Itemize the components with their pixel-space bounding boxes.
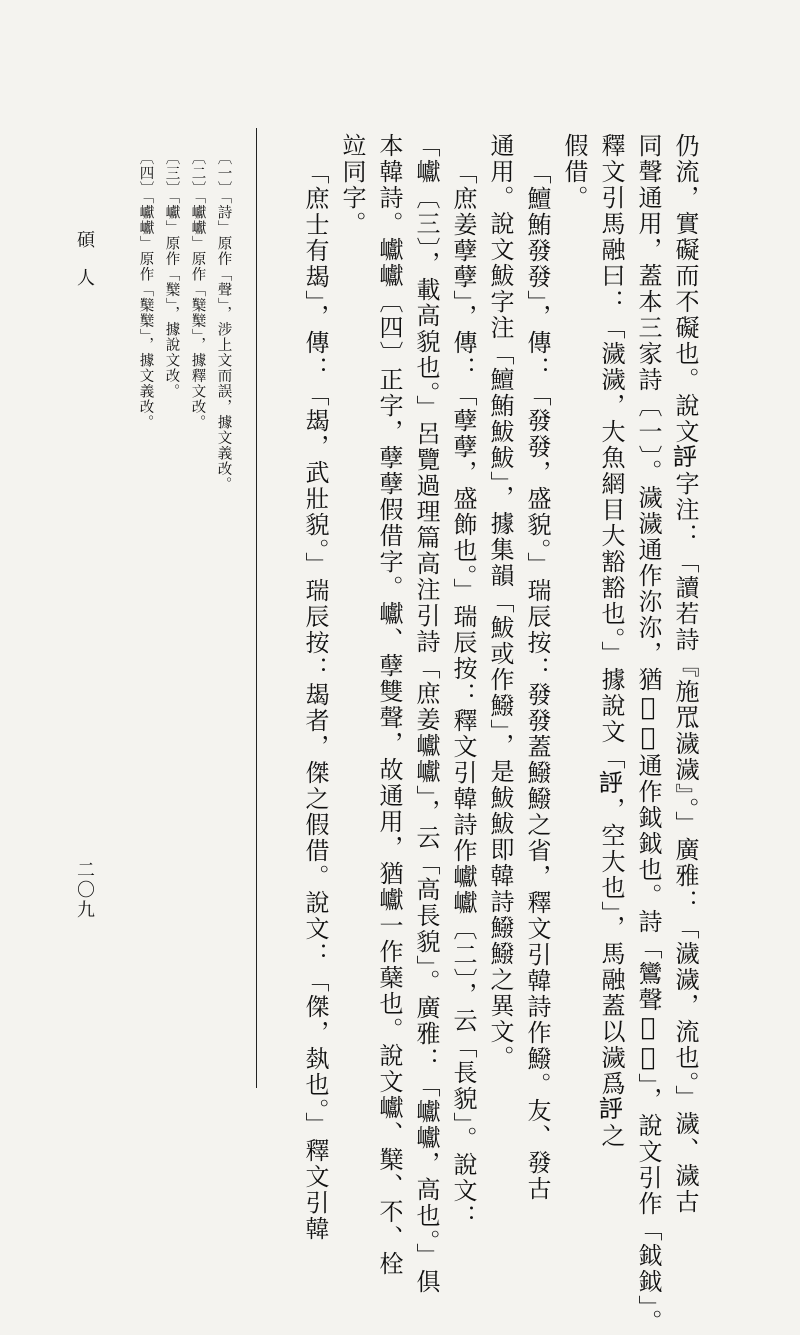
page-number: 二〇九 [74, 860, 95, 920]
text-column-8: 「巘〔三〕，載高貌也。」呂覽過理篇高注引詩「庶姜巘巘」，云「高長貌」。廣雅：「巘巘，高也。」俱 [412, 133, 440, 1295]
running-head: 碩人 [74, 230, 95, 306]
text-column-2: 同聲通用，蓋本三家詩〔一〕。濊濊通作沵沵，猶𩄇𩄇通作鉞鉞也。詩「鸞聲𩄇𩄇」，說文引作「鉞鉞」。 [634, 133, 662, 1335]
text-column-6: 通用。說文鮁字注「鱣鮪鮁鮁」，據集韻「鮁或作鱍」，是鮁鮁即韓詩鱍鱍之異文。 [486, 133, 514, 1071]
footnote-4: 〔四〕「巘巘」原作「櫱櫱」，據文義改。 [137, 150, 154, 430]
column-divider [256, 128, 257, 1088]
text-column-3: 釋文引馬融曰：「濊濊，大魚網目大豁豁也。」據說文「𧦝，空大也」，馬融蓋以濊爲𧦝之 [597, 133, 625, 1149]
text-column-4: 假借。 [560, 133, 588, 211]
text-column-1: 仍流，實礙而不礙也。說文𧦝字注：「讀若詩『施罛濊濊』。」廣雅：「濊濊，流也。」濊、濊古 [671, 133, 699, 1215]
footnote-1: 〔一〕「詩」原作「聲」，涉上文而誤，據文義改。 [215, 150, 232, 492]
text-column-10: 竝同字。 [338, 133, 366, 237]
text-column-9: 本韓詩。巘巘〔四〕正字，孽孽假借字。巘、孽雙聲，故通用，猶巘一作蘖也。說文巘、櫱、不、栓 [375, 133, 403, 1277]
text-column-7: 「庶姜孽孽」，傳：「孽孽，盛飾也。」瑞辰按：釋文引韓詩作巘巘〔二〕，云「長貌」。說文： [449, 160, 477, 1230]
text-column-5: 「鱣鮪發發」，傳：「發發，盛貌。」瑞辰按：發發蓋鱍鱍之省，釋文引韓詩作鱍。友、發古 [523, 160, 551, 1202]
footnote-2: 〔二〕「巘巘」原作「櫱櫱」，據釋文改。 [189, 150, 206, 430]
text-column-11: 「庶士有朅」，傳：「朅，武壯貌。」瑞辰按：朅者，傑之假借。說文：「傑，埶也。」釋文引韓 [301, 160, 329, 1242]
footnote-3: 〔三〕「巘」原作「櫱」，據說文改。 [163, 150, 180, 399]
